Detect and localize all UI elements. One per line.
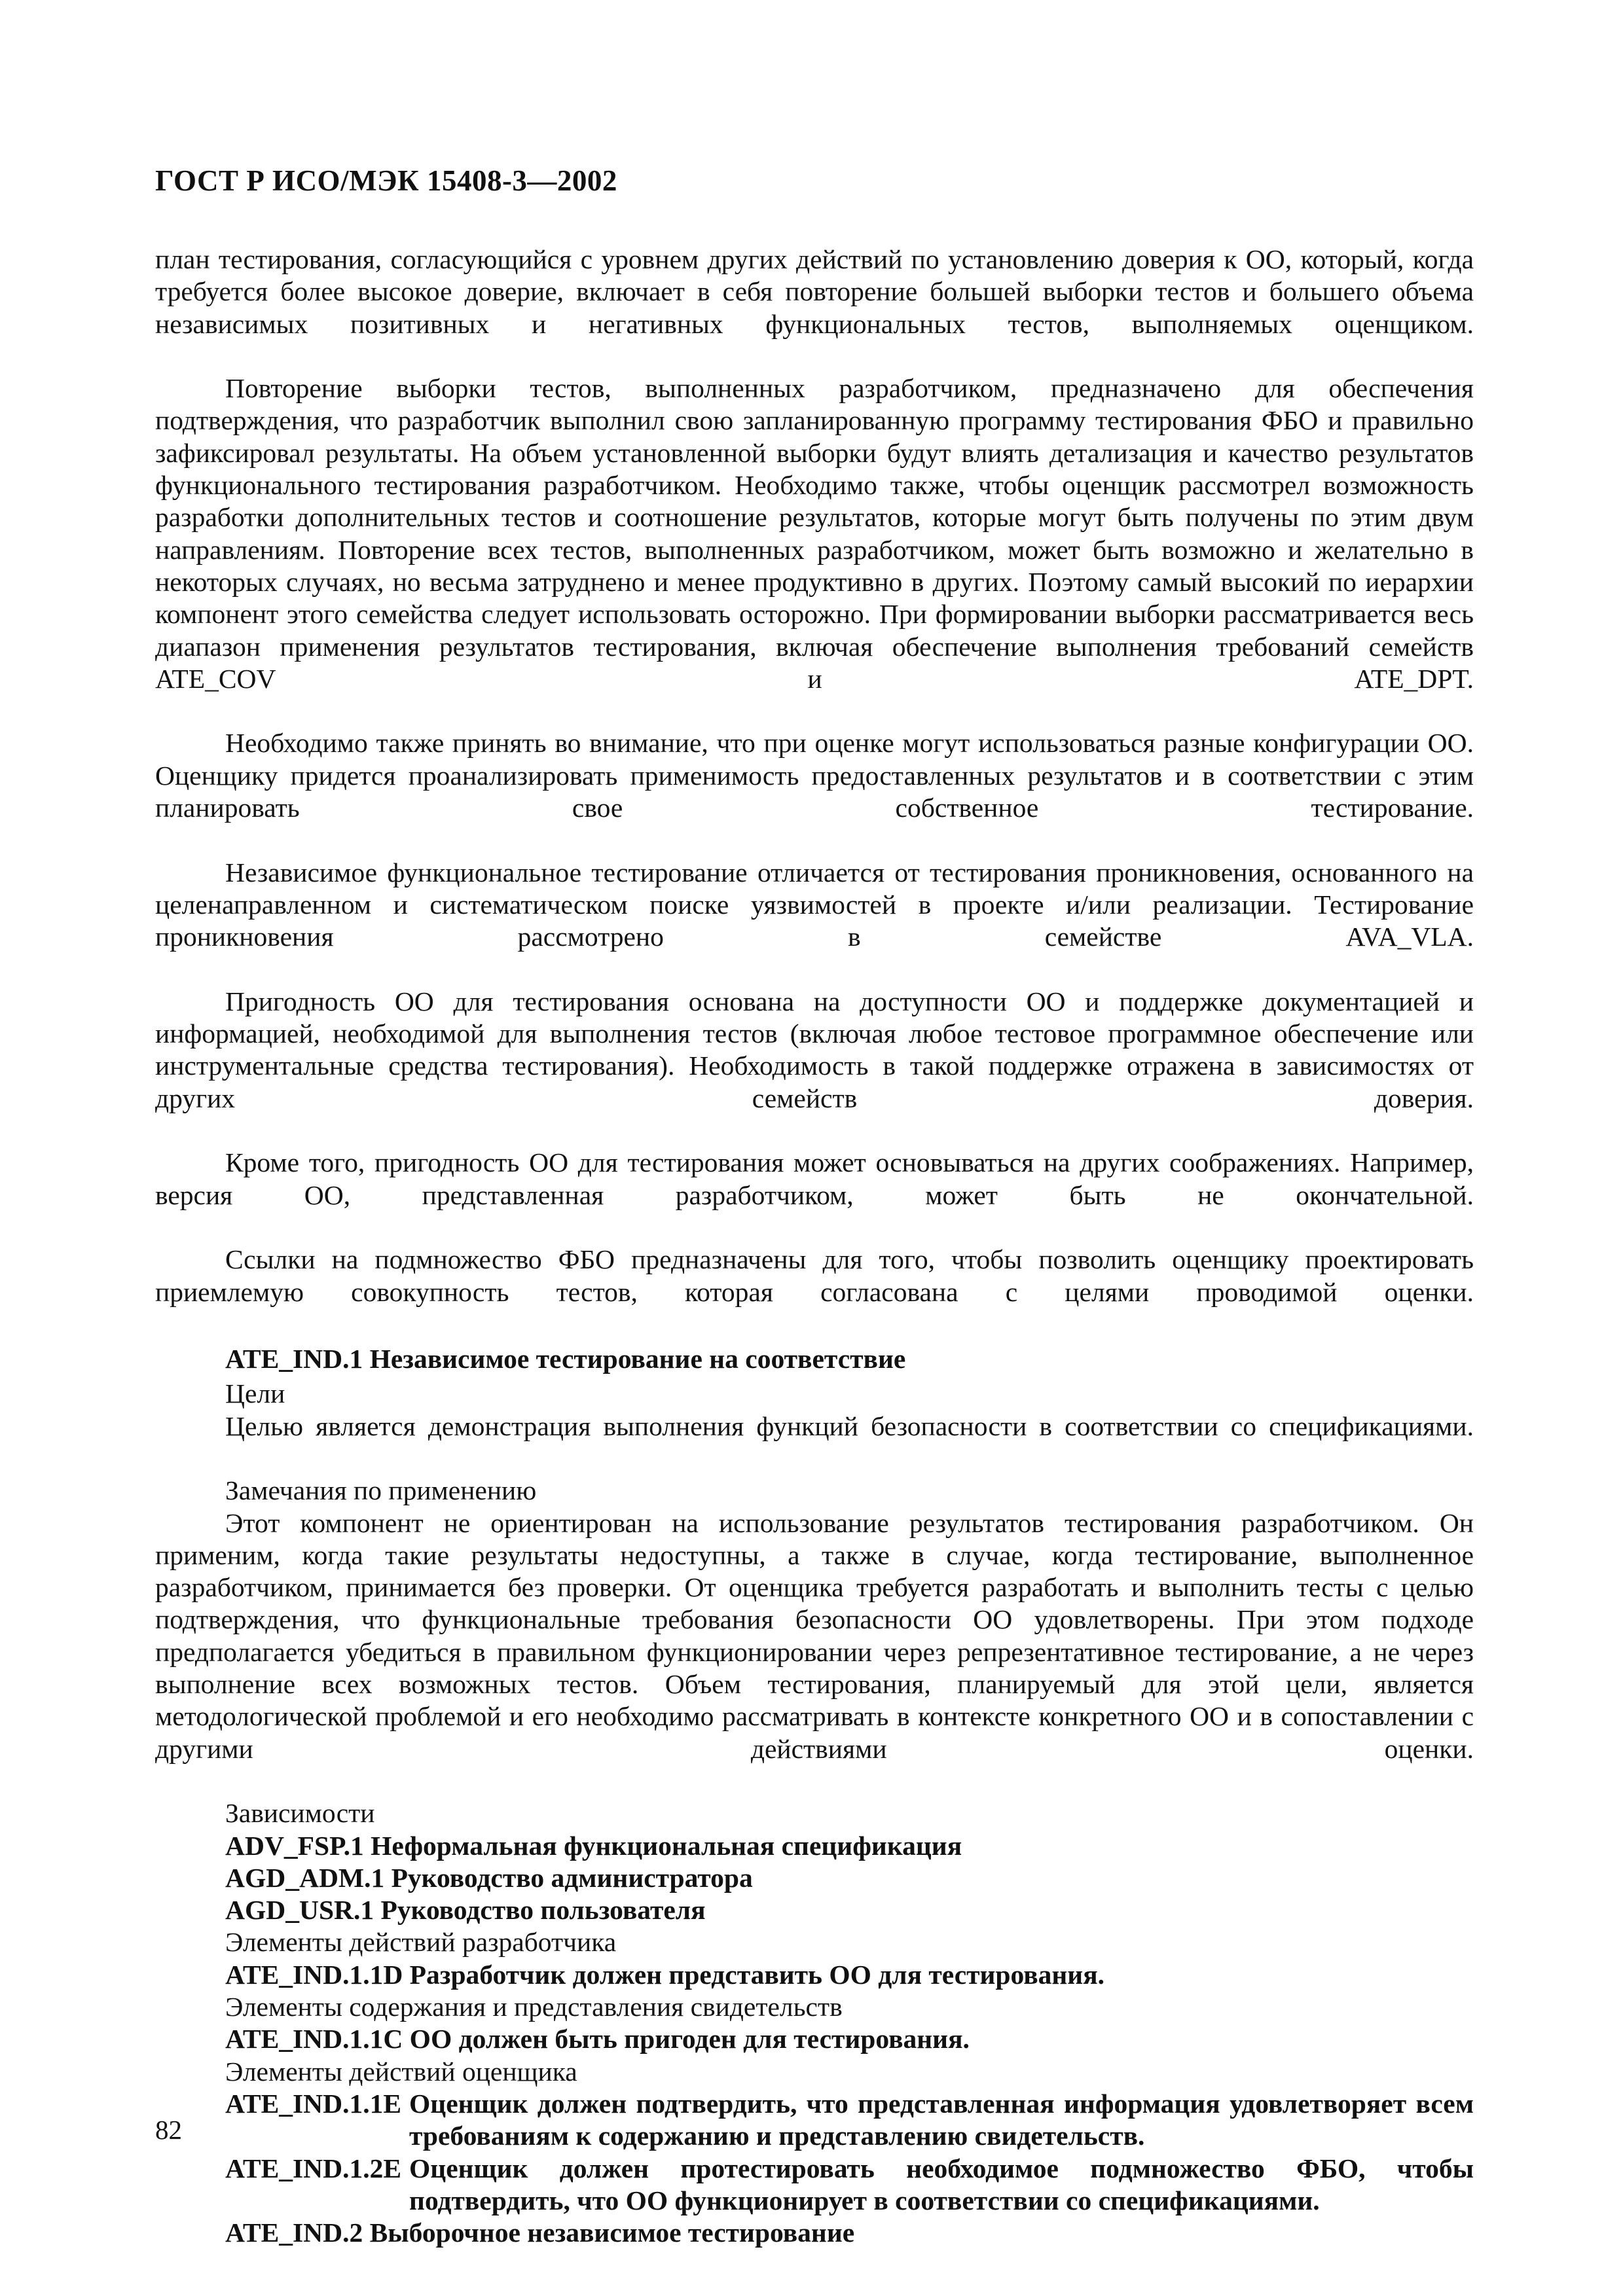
next-component-heading: ATE_IND.2 Выборочное независимое тестирование xyxy=(225,2217,855,2248)
content-elements-label: Элементы содержания и представления свидетельств xyxy=(225,1992,843,2022)
evaluator-element-text: Оценщик должен протестировать необходимое подмножество ФБО, чтобы подтвердить, что ОО функционирует в соответствии со спецификациями. xyxy=(409,2153,1474,2215)
paragraph: Ссылки на подмножество ФБО предназначены для того, чтобы позволить оценщику проектировать приемлемую совокупность тестов, которая согласована с целями проводимой оценки. xyxy=(155,1244,1474,1307)
page-number: 82 xyxy=(155,2115,182,2145)
evaluator-element xyxy=(155,2153,1474,2217)
paragraph: Повторение выборки тестов, выполненных разработчиком, предназначено для обеспечения подтверждения, что разработчик выполнил свою запланированную программу тестирования ФБО и правильно зафиксировал результаты. На объем установленной выборки будут влиять детализация и качество результатов функционального тестирования разработчиком. Необходимо также, чтобы оценщик рассмотрел возможность разработки дополнительных тестов и соотношение результатов, которые могут быть получены по этим двум направлениям. Повторение всех тестов, выполненных разработчиком, может быть возможно и желательно в некоторых случаях, но весьма затруднено и менее продуктивно в других. Поэтому самый высокий по иерархии компонент этого семейства следует использовать осторожно. При формировании выборки рассматривается весь диапазон применения результатов тестирования, включая обеспечение выполнения требований семейств ATE_COV и ATE_DPT. xyxy=(155,373,1474,694)
notes-text: Этот компонент не ориентирован на использование результатов тестирования разработчиком. Он применим, когда такие результаты недоступны, а также в случае, когда тестирование, выполненное разработчиком, принимается без проверки. От оценщика требуется разработать и выполнить тесты с целью подтверждения, что функциональные требования безопасности ОО удовлетворены. При этом подходе предполагается убедиться в правильном функционировании через репрезентативное тестирование, а не через выполнение всех возможных тестов. Объем тестирования, планируемый для этой цели, является методологической проблемой и его необходимо рассматривать в контексте конкретного ОО и в сопоставлении с другими действиями оценки. xyxy=(155,1507,1474,1764)
developer-actions-label: Элементы действий разработчика xyxy=(225,1927,617,1958)
paragraph: Необходимо также принять во внимание, что при оценке могут использоваться разные конфигурации ОО. Оценщику придется проанализировать применимость предоставленных результатов и в соответствии с этим планировать свое собственное тестирование. xyxy=(155,728,1474,823)
evaluator-actions-label: Элементы действий оценщика xyxy=(225,2056,577,2087)
dependency-item: ADV_FSP.1 Неформальная функциональная спецификация xyxy=(225,1830,962,1861)
component-heading: ATE_IND.1 Независимое тестирование на соответствие xyxy=(225,1344,906,1374)
developer-element: ATE_IND.1.1D Разработчик должен представить ОО для тестирования. xyxy=(225,1959,1105,1990)
objectives-text: Целью является демонстрация выполнения функций безопасности в соответствии со спецификациями. xyxy=(225,1410,1474,1441)
notes-label: Замечания по применению xyxy=(225,1475,537,1506)
paragraph: Пригодность ОО для тестирования основана на доступности ОО и поддержке документацией и информацией, необходимой для выполнения тестов (включая любое тестовое программное обеспечение или инструментальные средства тестирования). Необходимость в такой поддержке отражена в зависимостях от других семейств доверия. xyxy=(155,986,1474,1113)
evaluator-element-text: Оценщик должен подтвердить, что представленная информация удовлетворяет всем требованиям к содержанию и представлению свидетельств. xyxy=(409,2088,1474,2151)
document-body xyxy=(155,243,1474,2249)
evaluator-element xyxy=(155,2088,1474,2153)
dependency-item: AGD_USR.1 Руководство пользователя xyxy=(225,1895,706,1926)
paragraph: план тестирования, согласующийся с уровнем других действий по установлению доверия к ОО, который, когда требуется более высокое доверие, включает в себя повторение большей выборки тестов и большего объема независимых позитивных и негативных функциональных тестов, выполняемых оценщиком. xyxy=(155,244,1474,339)
evaluator-element-code: ATE_IND.1.1E xyxy=(225,2088,402,2119)
dependencies-label: Зависимости xyxy=(225,1798,375,1829)
evaluator-element-code: ATE_IND.1.2E xyxy=(225,2153,402,2183)
content-element: ATE_IND.1.1C ОО должен быть пригоден для тестирования. xyxy=(225,2024,970,2054)
objectives-label: Цели xyxy=(225,1378,285,1409)
dependency-item: AGD_ADM.1 Руководство администратора xyxy=(225,1862,753,1893)
paragraph: Независимое функциональное тестирование отличается от тестирования проникновения, основанного на целенаправленном и систематическом поиске уязвимостей в проекте и/или реализации. Тестирование проникновения рассмотрено в семействе AVA_VLA. xyxy=(155,857,1474,952)
paragraph: Кроме того, пригодность ОО для тестирования может основываться на других соображениях. Например, версия ОО, представленная разработчиком, может быть не окончательной. xyxy=(155,1147,1474,1210)
standard-header: ГОСТ Р ИСО/МЭК 15408-3—2002 xyxy=(155,164,617,197)
